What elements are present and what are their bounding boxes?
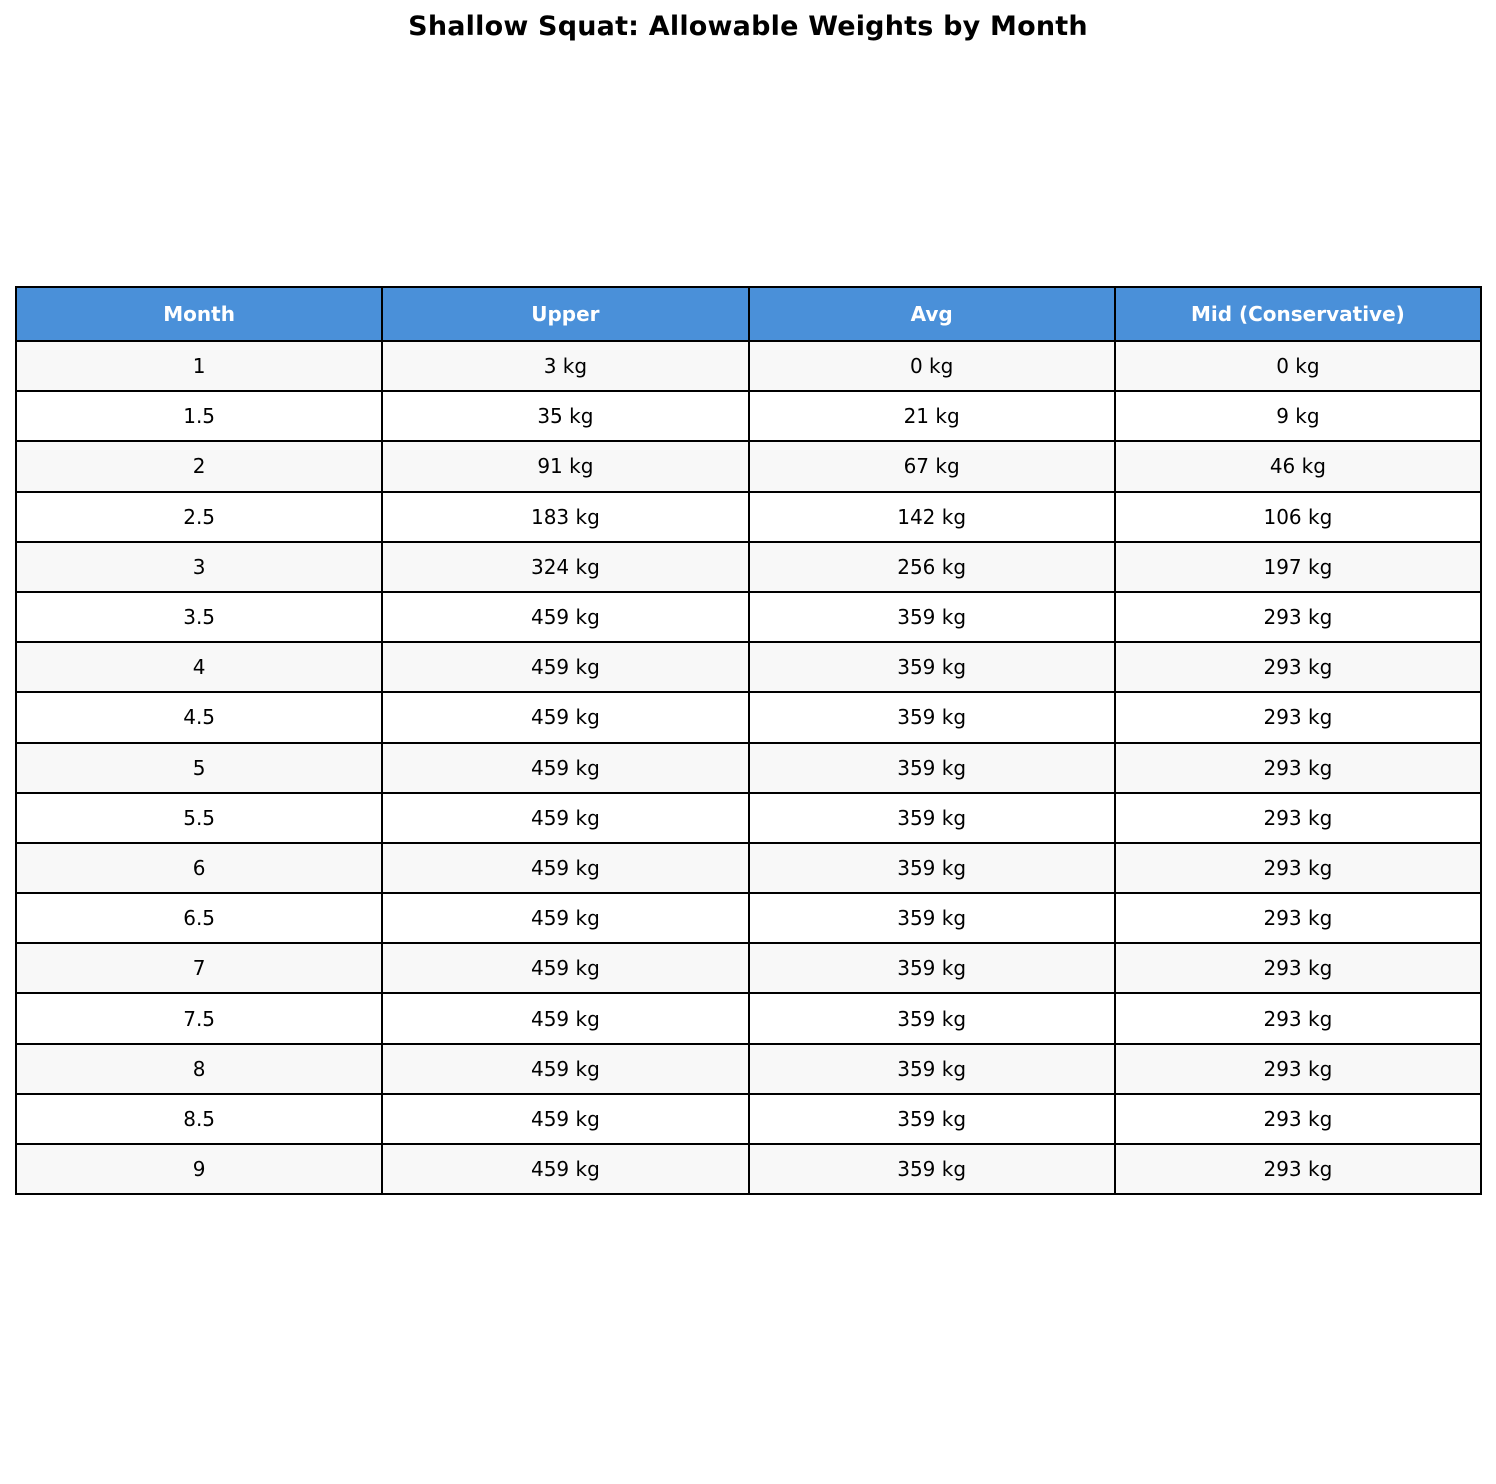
cell-mid: 293 kg [1115,993,1481,1043]
table-row [16,642,1481,692]
cell-upper: 324 kg [382,542,748,592]
table-row [16,1094,1481,1144]
cell-upper: 459 kg [382,692,748,742]
cell-month: 8.5 [16,1094,382,1144]
cell-mid: 293 kg [1115,1044,1481,1094]
cell-avg: 359 kg [749,993,1115,1043]
table-row [16,993,1481,1043]
cell-mid: 293 kg [1115,843,1481,893]
weights-table [15,286,1482,1195]
table-row [16,341,1481,391]
cell-upper: 459 kg [382,1144,748,1194]
cell-month: 1.5 [16,391,382,441]
cell-upper: 183 kg [382,492,748,542]
cell-avg: 0 kg [749,341,1115,391]
cell-avg: 359 kg [749,642,1115,692]
table-row [16,893,1481,943]
cell-avg: 359 kg [749,893,1115,943]
cell-mid: 9 kg [1115,391,1481,441]
cell-mid: 0 kg [1115,341,1481,391]
table-row [16,943,1481,993]
cell-month: 3 [16,542,382,592]
cell-month: 2.5 [16,492,382,542]
cell-upper: 3 kg [382,341,748,391]
cell-avg: 142 kg [749,492,1115,542]
cell-avg: 359 kg [749,793,1115,843]
cell-avg: 359 kg [749,592,1115,642]
cell-upper: 459 kg [382,893,748,943]
cell-month: 5 [16,743,382,793]
cell-avg: 359 kg [749,1094,1115,1144]
cell-avg: 359 kg [749,843,1115,893]
cell-mid: 197 kg [1115,542,1481,592]
cell-avg: 21 kg [749,391,1115,441]
table-row [16,843,1481,893]
table-row [16,692,1481,742]
table-row [16,492,1481,542]
cell-avg: 359 kg [749,1144,1115,1194]
cell-upper: 459 kg [382,993,748,1043]
cell-avg: 256 kg [749,542,1115,592]
cell-avg: 359 kg [749,692,1115,742]
column-header-avg: Avg [749,287,1115,341]
cell-upper: 91 kg [382,441,748,491]
cell-mid: 293 kg [1115,692,1481,742]
cell-mid: 293 kg [1115,793,1481,843]
cell-month: 1 [16,341,382,391]
cell-upper: 459 kg [382,793,748,843]
cell-upper: 459 kg [382,1094,748,1144]
cell-month: 4.5 [16,692,382,742]
table-row [16,1144,1481,1194]
cell-upper: 459 kg [382,743,748,793]
cell-mid: 293 kg [1115,743,1481,793]
cell-avg: 359 kg [749,743,1115,793]
table-row [16,542,1481,592]
cell-month: 5.5 [16,793,382,843]
cell-month: 2 [16,441,382,491]
cell-avg: 359 kg [749,1044,1115,1094]
table-body [16,341,1481,1194]
cell-mid: 293 kg [1115,642,1481,692]
cell-month: 7 [16,943,382,993]
cell-avg: 67 kg [749,441,1115,491]
table-row [16,743,1481,793]
column-header-mid: Mid (Conservative) [1115,287,1481,341]
cell-mid: 293 kg [1115,1094,1481,1144]
cell-mid: 293 kg [1115,943,1481,993]
table-row [16,1044,1481,1094]
cell-mid: 106 kg [1115,492,1481,542]
table-row [16,391,1481,441]
cell-upper: 459 kg [382,642,748,692]
cell-upper: 459 kg [382,943,748,993]
cell-mid: 46 kg [1115,441,1481,491]
cell-month: 6.5 [16,893,382,943]
cell-upper: 459 kg [382,843,748,893]
cell-month: 4 [16,642,382,692]
cell-upper: 459 kg [382,1044,748,1094]
cell-upper: 459 kg [382,592,748,642]
table-row [16,441,1481,491]
table-header-row [16,287,1481,341]
cell-mid: 293 kg [1115,1144,1481,1194]
cell-mid: 293 kg [1115,592,1481,642]
page-title: Shallow Squat: Allowable Weights by Month [408,11,1088,42]
cell-month: 8 [16,1044,382,1094]
cell-mid: 293 kg [1115,893,1481,943]
table-row [16,793,1481,843]
cell-avg: 359 kg [749,943,1115,993]
cell-upper: 35 kg [382,391,748,441]
table-row [16,592,1481,642]
cell-month: 7.5 [16,993,382,1043]
column-header-month: Month [16,287,382,341]
cell-month: 9 [16,1144,382,1194]
cell-month: 3.5 [16,592,382,642]
column-header-upper: Upper [382,287,748,341]
cell-month: 6 [16,843,382,893]
